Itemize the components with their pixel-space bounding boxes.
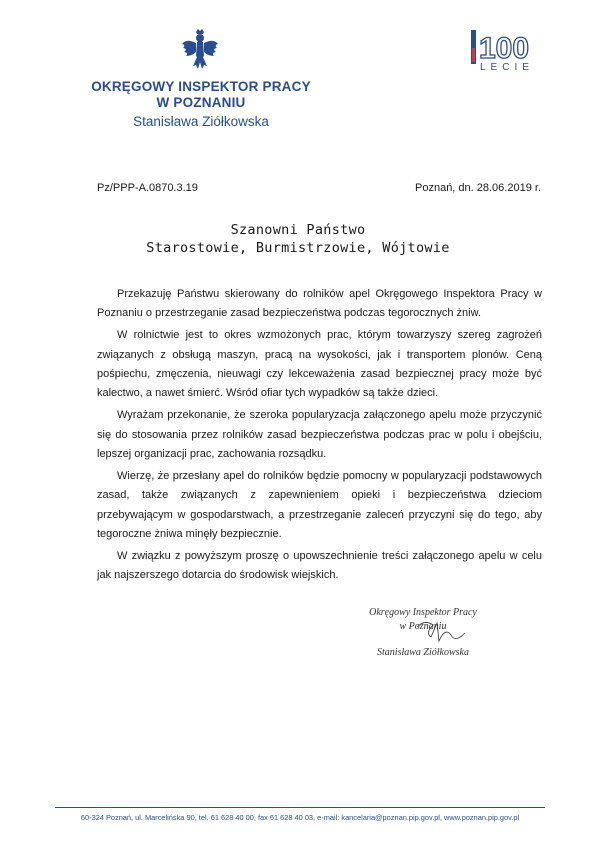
footer-divider	[55, 807, 545, 808]
signature-name: Stanisława Ziółkowska	[377, 647, 469, 658]
anniversary-text: LECIE	[480, 62, 534, 72]
reference-number: Pz/PPP-A.0870.3.19	[97, 182, 198, 194]
signature-title: Okręgowy Inspektor Pracy	[369, 607, 477, 618]
salutation-line1: Szanowni Państwo	[230, 222, 366, 238]
body-paragraph: W rolnictwie jest to okres wzmożonych prac, którym towarzyszy szereg zagrożeń związanych z obsługą maszyn, pracą na wysokości, jak i transportem plonów. Ceną pośpiechu, zmęczenia, nieuwagi czy lekceważenia zasad bezpiecznej pracy może być kalectwo, a nawet śmierć. Wśród ofiar tych wypadków są także dzieci.	[97, 329, 542, 400]
body-paragraph: Wyrażam przekonanie, że szeroka popularyzacja załączonego apelu może przyczynić się do stosowania przez rolników zasad bezpieczeństwa podczas prac w polu i obejściu, lepszej organizacji prac, zachowania rozsądku.	[97, 409, 542, 461]
inspector-name: Stanisława Ziółkowska	[133, 114, 269, 129]
letter-body	[97, 285, 542, 588]
polish-eagle-icon	[180, 28, 220, 72]
body-paragraph: W związku z powyższym proszę o upowszechnienie treści załączonego apelu w celu jak najszerszego dotarcia do środowisk wiejskich.	[97, 549, 542, 582]
signature-city: w Poznaniu	[399, 621, 447, 632]
organization-name: OKRĘGOWY INSPEKTOR PRACY	[91, 79, 311, 94]
body-paragraph: Przekazuję Państwu skierowany do rolników apel Okręgowego Inspektora Pracy w Poznaniu o przestrzeganie zasad bezpieczeństwa podczas tegorocznych żniw.	[97, 288, 542, 320]
body-paragraph: Wierzę, że przesłany apel do rolników będzie pomocny w popularyzacji podstawowych zasad, także związanych z zapewnieniem opieki i bezpieczeństwa dzieciom przebywającym w gospodarstwach, a przestrzeganie zaleceń przyczyni się do tego, aby tegoroczne żniwa minęły bezpiecznie.	[97, 469, 542, 541]
footer-contact: 60-324 Poznań, ul. Marcelińska 90, tel. 61 628 40 00, fax 61 628 40 03, e-mail: kancelaria@poznan.pip.gov.pl, www.poznan.pip.gov.pl	[80, 813, 520, 822]
anniversary-logo	[470, 28, 548, 72]
salutation-line2: Starostowie, Burmistrzowie, Wójtowie	[146, 240, 450, 256]
place-date: Poznań, dn. 28.06.2019 r.	[415, 182, 541, 194]
anniversary-number: 100	[479, 32, 530, 65]
organization-city: W POZNANIU	[156, 95, 246, 110]
